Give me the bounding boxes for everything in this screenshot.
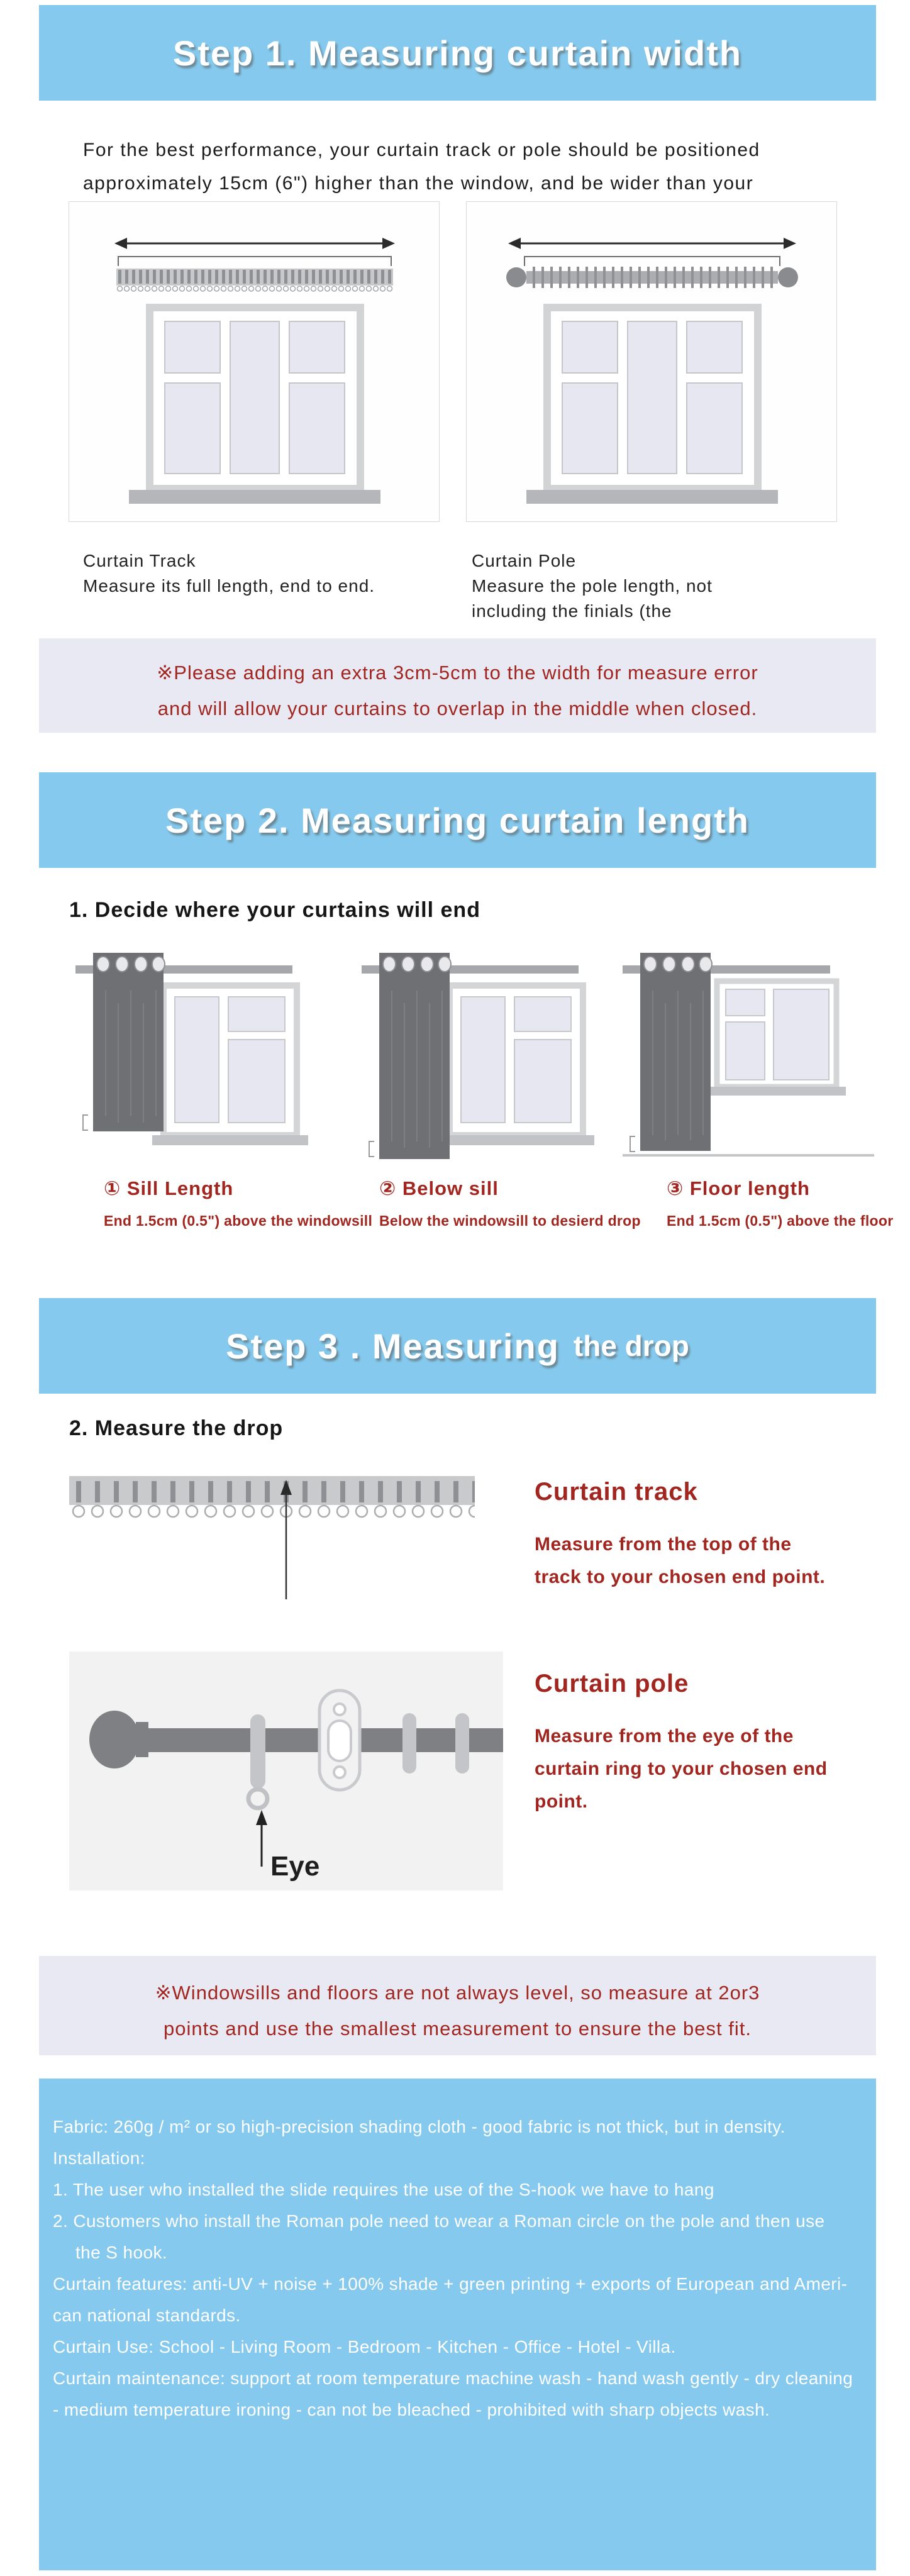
details-line: Curtain Use: School - Living Room - Bedroom - Kitchen - Office - Hotel - Villa. — [53, 2337, 676, 2357]
pole-caption-line2: including the finials (the — [472, 601, 672, 621]
step1-banner — [39, 5, 876, 101]
sill-length-label: ① Sill Length — [104, 1177, 234, 1199]
floor-length-label: ③ Floor length — [667, 1177, 810, 1199]
step3-heading: 2. Measure the drop — [69, 1416, 284, 1440]
details-line: 2. Customers who install the Roman pole need to wear a Roman circle on the pole and then use — [53, 2211, 825, 2231]
track-caption-text: Measure its full length, end to end. — [83, 576, 375, 596]
pole-caption-title: Curtain Pole — [472, 551, 577, 570]
curtain-pole-caption — [472, 548, 713, 624]
track-drop-svg — [69, 1468, 503, 1613]
details-line: the S hook. — [75, 2243, 168, 2262]
curtain-track-diagram-box — [69, 201, 440, 522]
track-drop-title: Curtain track — [535, 1478, 698, 1506]
curtain-track-caption — [83, 548, 375, 599]
below-sill-svg — [362, 947, 601, 1167]
step3-banner-title: Step 3 . Measuring — [226, 1326, 560, 1366]
pole-drop-title: Curtain pole — [535, 1670, 689, 1697]
floor-length-svg — [623, 947, 874, 1167]
intro-line-1: For the best performance, your curtain track or pole should be positioned — [83, 140, 760, 160]
step2-banner — [39, 772, 876, 868]
product-details-panel — [39, 2079, 876, 2570]
details-line: Fabric: 260g / m² or so high-precision shading cloth - good fabric is not thick, but in density. — [53, 2117, 785, 2136]
pole-drop-line1: Measure from the eye of the — [535, 1726, 794, 1746]
sill-length-illustration — [75, 947, 314, 1167]
curtain-track-window-illustration — [69, 202, 439, 521]
width-measure-note — [39, 638, 876, 733]
step2-banner-title: Step 2. Measuring curtain length — [165, 800, 750, 840]
level-note-line2: points and use the smallest measurement to ensure the best fit. — [164, 2018, 752, 2040]
track-caption-title: Curtain Track — [83, 551, 196, 570]
floor-length-illustration — [623, 947, 874, 1167]
details-line: can national standards. — [53, 2306, 241, 2325]
details-line: Curtain features: anti-UV + noise + 100% shade + green printing + exports of European and Ameri- — [53, 2274, 848, 2294]
step1-banner-title: Step 1. Measuring curtain width — [172, 33, 743, 73]
details-line: 1. The user who installed the slide requires the use of the S-hook we have to hang — [53, 2180, 714, 2199]
step3-banner-subtitle: the drop — [573, 1330, 689, 1362]
below-sill-label: ② Below sill — [379, 1177, 499, 1199]
step1-intro-paragraph — [83, 133, 760, 200]
width-note-line1: ※Please adding an extra 3cm-5cm to the width for measure error — [157, 662, 758, 684]
sill-length-svg — [75, 947, 314, 1167]
step3-banner — [39, 1298, 876, 1394]
details-line: Installation: — [53, 2148, 145, 2168]
intro-line-2: approximately 15cm (6") higher than the window, and be wider than your — [83, 173, 754, 194]
width-note-line2: and will allow your curtains to overlap in the middle when closed. — [157, 697, 758, 719]
floor-length-desc: End 1.5cm (0.5") above the floor — [667, 1213, 894, 1229]
curtain-pole-window-illustration — [467, 202, 836, 521]
pole-drop-figure — [69, 1652, 503, 1890]
track-drop-figure — [69, 1468, 503, 1613]
track-drop-line2: track to your chosen end point. — [535, 1567, 826, 1587]
step2-heading: 1. Decide where your curtains will end — [69, 898, 480, 922]
details-line: Curtain maintenance: support at room temperature machine wash - hand wash gently - dry cleaning — [53, 2368, 853, 2388]
details-line: - medium temperature ironing - can not be bleached - prohibited with sharp objects wash. — [53, 2400, 770, 2419]
sill-length-desc: End 1.5cm (0.5") above the windowsill — [104, 1213, 373, 1229]
pole-drop-line2: curtain ring to your chosen end — [535, 1758, 828, 1779]
below-sill-illustration — [362, 947, 601, 1167]
level-measure-note — [39, 1956, 876, 2055]
track-drop-line1: Measure from the top of the — [535, 1534, 792, 1555]
curtain-pole-diagram-box — [466, 201, 837, 522]
pole-caption-line1: Measure the pole length, not — [472, 576, 713, 596]
pole-drop-svg — [69, 1652, 503, 1890]
track-drop-text — [535, 1528, 825, 1594]
pole-drop-text — [535, 1720, 828, 1818]
pole-drop-line3: point. — [535, 1791, 588, 1812]
below-sill-desc: Below the windowsill to desierd drop — [379, 1213, 641, 1229]
level-note-line1: ※Windowsills and floors are not always level, so measure at 2or3 — [155, 1982, 760, 2004]
eye-label: Eye — [270, 1851, 320, 1882]
